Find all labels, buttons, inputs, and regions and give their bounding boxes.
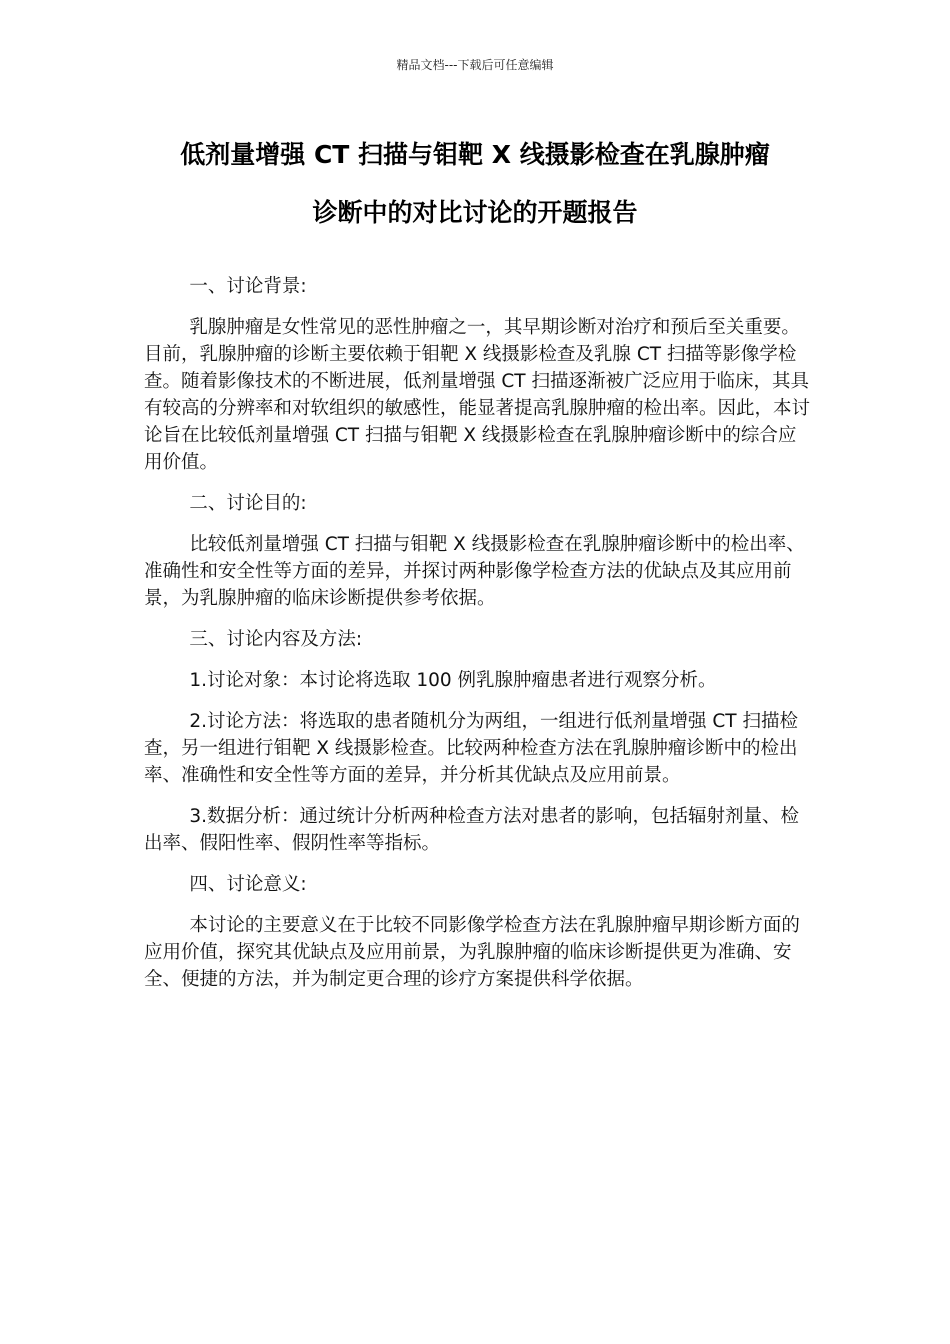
section-heading-background: 一、讨论背景:: [189, 276, 307, 297]
document-title-line-2: 诊断中的对比讨论的开题报告: [312, 198, 638, 227]
running-header: 精品文档---下载后可任意编辑: [396, 58, 554, 72]
paragraph-purpose: 比较低剂量增强 CT 扫描与钼靶 X 线摄影检查在乳腺肿瘤诊断中的检出率、准确性和安全性等方面的差异，并探讨两种影像学检查方法的优缺点及其应用前景，为乳腺肿瘤的临床诊断提供参考依据。: [144, 534, 805, 609]
paragraph-significance: 本讨论的主要意义在于比较不同影像学检查方法在乳腺肿瘤早期诊断方面的应用价值，探究其优缺点及应用前景，为乳腺肿瘤的临床诊断提供更为准确、安全、便捷的方法，并为制定更合理的诊疗方案提供科学依据。: [144, 915, 800, 990]
document-body: [144, 273, 812, 1007]
paragraph-background: 乳腺肿瘤是女性常见的恶性肿瘤之一，其早期诊断对治疗和预后至关重要。目前，乳腺肿瘤的诊断主要依赖于钼靶 X 线摄影检查及乳腺 CT 扫描等影像学检查。随着影像技术的不断进展，低剂量增强 CT 扫描逐渐被广泛应用于临床，其具有较高的分辨率和对软组织的敏感性，能显著提高乳腺肿瘤的检出率。因此，本讨论旨在比较低剂量增强 CT 扫描与钼靶 X 线摄影检查在乳腺肿瘤诊断中的综合应用价值。: [144, 317, 811, 473]
paragraph-methods-subjects: 1.讨论对象：本讨论将选取 100 例乳腺肿瘤患者进行观察分析。: [189, 670, 717, 691]
paragraph-methods-analysis: 3.数据分析：通过统计分析两种检查方法对患者的影响，包括辐射剂量、检出率、假阳性率、假阴性率等指标。: [144, 806, 799, 854]
section-heading-purpose: 二、讨论目的:: [189, 493, 307, 514]
section-heading-significance: 四、讨论意义:: [189, 874, 307, 895]
section-heading-methods: 三、讨论内容及方法:: [189, 629, 363, 650]
paragraph-methods-procedure: 2.讨论方法：将选取的患者随机分为两组，一组进行低剂量增强 CT 扫描检查，另一组进行钼靶 X 线摄影检查。比较两种检查方法在乳腺肿瘤诊断中的检出率、准确性和安全性等方面的差异，并分析其优缺点及应用前景。: [144, 711, 798, 786]
document-title-line-1: 低剂量增强 CT 扫描与钼靶 X 线摄影检查在乳腺肿瘤: [180, 140, 770, 169]
